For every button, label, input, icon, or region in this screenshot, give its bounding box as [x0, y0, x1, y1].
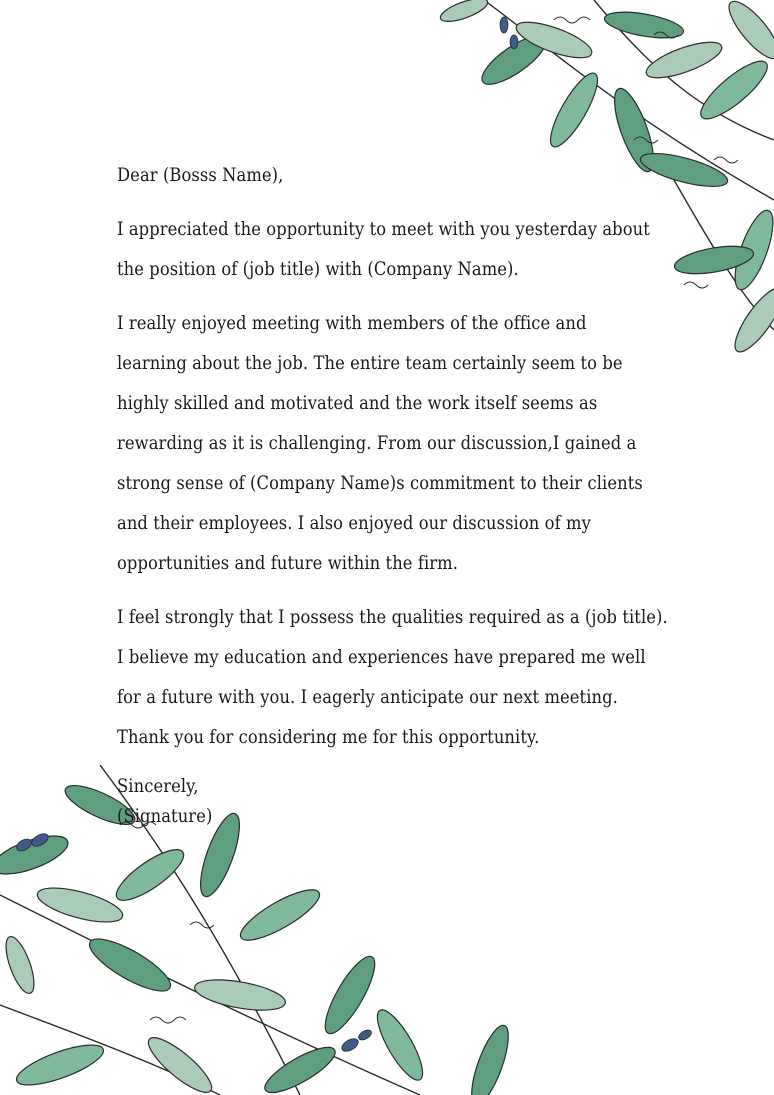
paragraph-line: I believe my education and experiences have prepared me well: [117, 646, 646, 668]
paragraph-2: [117, 303, 643, 583]
paragraph-line: learning about the job. The entire team certainly seem to be: [117, 352, 623, 374]
paragraph-line: I feel strongly that I possess the qualities required as a (job title).: [117, 606, 668, 628]
greeting: Dear (Bosss Name),: [117, 164, 284, 186]
paragraph-line: highly skilled and motivated and the work itself seems as: [117, 392, 598, 414]
paragraph-line: Thank you for considering me for this opportunity.: [117, 726, 540, 748]
paragraph-3: [117, 597, 668, 757]
closing: Sincerely,: [117, 775, 199, 797]
paragraph-line: I really enjoyed meeting with members of the office and: [117, 312, 587, 334]
paragraph-line: and their employees. I also enjoyed our discussion of my: [117, 512, 591, 534]
closing-block: [117, 771, 599, 831]
paragraph-line: I appreciated the opportunity to meet with you yesterday about: [117, 218, 650, 240]
paragraph-line: opportunities and future within the firm.: [117, 552, 459, 574]
paragraph-line: for a future with you. I eagerly anticipate our next meeting.: [117, 686, 618, 708]
letter-body: [117, 155, 668, 831]
signature: (Signature): [117, 805, 213, 827]
paragraph-1: [117, 209, 650, 289]
paragraph-line: strong sense of (Company Name)s commitment to their clients: [117, 472, 643, 494]
paragraph-line: the position of (job title) with (Company Name).: [117, 258, 519, 280]
paragraph-line: rewarding as it is challenging. From our discussion,I gained a: [117, 432, 637, 454]
